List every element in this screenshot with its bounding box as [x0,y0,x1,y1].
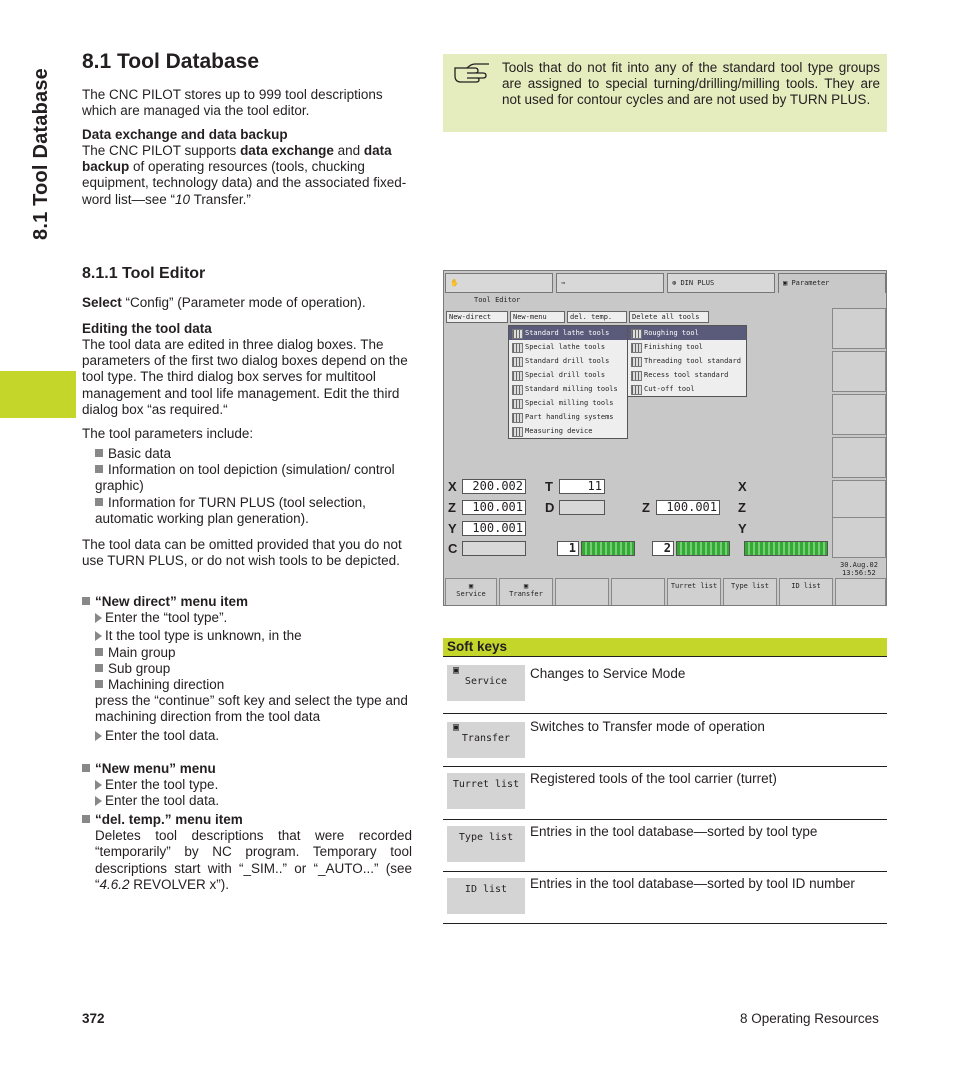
disk-icon: ▣ [468,582,474,590]
feed-load-bar [744,541,828,556]
screen-title: Tool Editor [474,296,521,304]
data-exchange-paragraph [82,143,417,208]
editing-paragraph: The tool data are edited in three dialog boxes. The parameters of the first two dialog boxes depend on the tool type. The third dialog box serves for multitool management and tool life management. Edit the third dialog box “as required.“ [82,337,408,417]
del-temp-text: Deletes tool descriptions that were recorded “temporarily” by NC program. Temporary tool descriptions start with “_SIM..” or “_AUTO...” (see “4.6.2 REVOLVER x”). [95,828,412,892]
axis-z-label: Z [448,500,456,515]
select-label: Select [82,295,122,310]
list-item: It the tool type is unknown, in the [95,628,422,644]
omit-paragraph: The tool data can be omitted provided that you do not use TURN PLUS, or do not wish tools to be depicted. [82,537,402,569]
disk-icon: ▣ [453,665,460,676]
screen-time: 13:56:52 [842,569,876,577]
table-row [443,714,887,767]
screen-softkey-type-list[interactable]: Type list [723,578,777,606]
note-text: Tools that do not fit into any of the standard tool type groups are assigned to special turning/drilling/milling tools. They are not used for contour cycles and are not used by TURN PLUS. [502,60,880,107]
editing-heading: Editing the tool data [82,321,212,336]
screen-softkey-service[interactable]: ▣ Service [445,578,497,606]
softkeys-table-header: Soft keys [443,638,887,657]
table-row [443,767,887,820]
screen-softkey-transfer[interactable]: ▣ Transfer [499,578,553,606]
softkey-right-2[interactable] [832,351,886,392]
list-item: Main group [95,645,422,661]
axis-y-label: Y [448,521,457,536]
new-direct-section [82,594,422,744]
menu-item[interactable]: Standard lathe tools [509,326,627,340]
softkey-transfer[interactable]: ▣ Transfer [447,722,525,758]
disk-icon: ▣ [453,722,460,733]
list-item: Enter the “tool type”. [95,610,422,626]
axis-y-value: 100.001 [462,521,526,536]
load-z-label: Z [738,500,746,515]
tool-d-value [559,500,605,515]
softkey-type-list-desc: Entries in the tool database—sorted by tool type [530,824,818,839]
del-temp-ref[interactable]: 4.6.2 [99,876,130,892]
softkey-right-6[interactable] [832,517,886,558]
menu-item[interactable]: Special drill tools [509,368,627,382]
screen-date: 30.Aug.02 [840,561,878,569]
axis-c-value [462,541,526,556]
din-icon: ⊛ [672,279,681,287]
screen-softkey-turret-list[interactable]: Turret list [667,578,721,606]
submenu-lathe-tools [627,325,747,397]
menu-item[interactable]: Special lathe tools [509,340,627,354]
table-row [443,820,887,872]
axis-x-label: X [448,479,457,494]
intro-paragraph: The CNC PILOT stores up to 999 tool descriptions which are managed via the tool editor. [82,87,383,119]
list-item: Basic data [95,446,395,462]
softkey-turret-list[interactable]: Turret list [447,773,525,809]
new-menu-section [82,761,422,810]
list-item: Information for TURN PLUS (tool selection, automatic working plan generation). [95,494,366,526]
menu-item[interactable]: Measuring device [509,424,627,438]
tab-parameter[interactable]: ▣ Parameter [778,273,886,293]
tool-t-value: 11 [559,479,605,494]
list-item: Sub group [95,661,422,677]
menu-del-temp[interactable]: del. temp. [567,311,627,323]
page-title: 8.1 Tool Database [82,50,260,73]
footer-chapter: 8 Operating Resources [740,1011,879,1026]
select-line [82,295,366,311]
dx-bold-1: data exchange [240,143,334,158]
softkey-id-list[interactable]: ID list [447,878,525,914]
list-item: Information on tool depiction (simulation/ control graphic) [95,462,395,494]
softkey-service-desc: Changes to Service Mode [530,666,686,681]
screen-softkey-blank-3[interactable] [835,578,886,606]
dx-text-3: of operating resources (tools, chucking equipment, technology data) and the associated fixed-word list—see “ [82,159,407,207]
dx-text-1: The CNC PILOT supports [82,143,241,158]
list-item: Enter the tool data. [95,793,422,809]
spindle-2-value: 2 [652,541,674,556]
axis-x-value: 200.002 [462,479,526,494]
softkey-id-list-desc: Entries in the tool database—sorted by tool ID number [530,876,855,891]
softkey-right-3[interactable] [832,394,886,435]
load-x-label: X [738,479,747,494]
dx-ref[interactable]: 10 [175,191,191,207]
axis-z2-label: Z [642,500,650,515]
cnc-screenshot [443,270,887,606]
screen-softkey-blank-2[interactable] [611,578,665,606]
disk-icon: ▣ [523,582,529,590]
softkey-transfer-desc: Switches to Transfer mode of operation [530,719,765,734]
new-direct-title: “New direct” menu item [82,594,422,610]
page-number: 372 [82,1011,105,1026]
params-intro: The tool parameters include: [82,426,254,441]
new-direct-steps [82,610,422,744]
softkey-turret-list-desc: Registered tools of the tool carrier (turret) [530,771,777,786]
chapter-tab-marker [0,371,76,418]
menu-new-direct[interactable]: New-direct [446,311,508,323]
screen-softkey-blank-1[interactable] [555,578,609,606]
load-y-label: Y [738,521,747,536]
menu-item[interactable]: Cut-off tool [628,382,746,396]
tab-manual[interactable] [445,273,553,293]
dx-bold-2: data backup [82,143,392,175]
menu-item[interactable]: Threading tool standard [628,354,746,368]
menu-new-menu[interactable]: New-menu [510,311,565,323]
menu-item[interactable]: Part handling systems [509,410,627,424]
table-row [443,657,887,714]
list-item: Enter the tool type. [95,777,422,793]
softkey-right-5[interactable] [832,480,886,521]
softkey-type-list[interactable]: Type list [447,826,525,862]
pointing-hand-icon [453,62,491,89]
new-menu-title: “New menu” menu [82,761,422,777]
del-temp-section [82,812,412,893]
data-exchange-heading: Data exchange and data backup [82,127,288,142]
list-item: Enter the tool data. [95,728,422,744]
spindle-1-value: 1 [557,541,579,556]
softkey-service[interactable]: ▣ Service [447,665,525,701]
menu-delete-all[interactable]: Delete all tools [629,311,709,323]
list-item: Machining direction [95,677,422,693]
tool-d-label: D [545,500,555,515]
select-text: “Config” (Parameter mode of operation). [121,295,366,310]
dx-text-2: and [333,143,364,158]
params-list [95,446,395,527]
submenu-tool-groups [508,325,628,439]
arrow-icon: ⇒ [561,279,566,287]
menu-item[interactable]: Finishing tool [628,340,746,354]
disk-icon: ▣ [783,279,792,287]
spindle-1-load-bar [581,541,635,556]
tab-din-plus[interactable]: ⊛ DIN PLUS [667,273,775,293]
section-title: 8.1.1 Tool Editor [82,265,206,282]
spindle-2-load-bar [676,541,730,556]
menu-item[interactable]: Special milling tools [509,396,627,410]
screen-softkey-id-list[interactable]: ID list [779,578,833,606]
softkey-right-4[interactable] [832,437,886,478]
softkey-right-1[interactable] [832,308,886,349]
new-menu-steps [82,777,422,809]
tab-auto[interactable] [556,273,664,293]
menu-item[interactable]: Standard milling tools [509,382,627,396]
del-temp-title: “del. temp.” menu item [82,812,412,828]
tool-t-label: T [545,479,553,494]
menu-item[interactable]: Recess tool standard [628,368,746,382]
dx-text-4: Transfer.” [190,191,251,207]
axis-z2-value: 100.001 [656,500,720,515]
menu-item[interactable]: Standard drill tools [509,354,627,368]
axis-z-value: 100.001 [462,500,526,515]
axis-c-label: C [448,541,458,556]
menu-item[interactable]: Roughing tool [628,326,746,340]
list-item: press the “continue” soft key and select the type and machining direction from the tool data [95,693,408,725]
hand-icon: ✋ [450,279,459,287]
side-chapter-title: 8.1 Tool Database [30,68,52,240]
table-row [443,872,887,924]
